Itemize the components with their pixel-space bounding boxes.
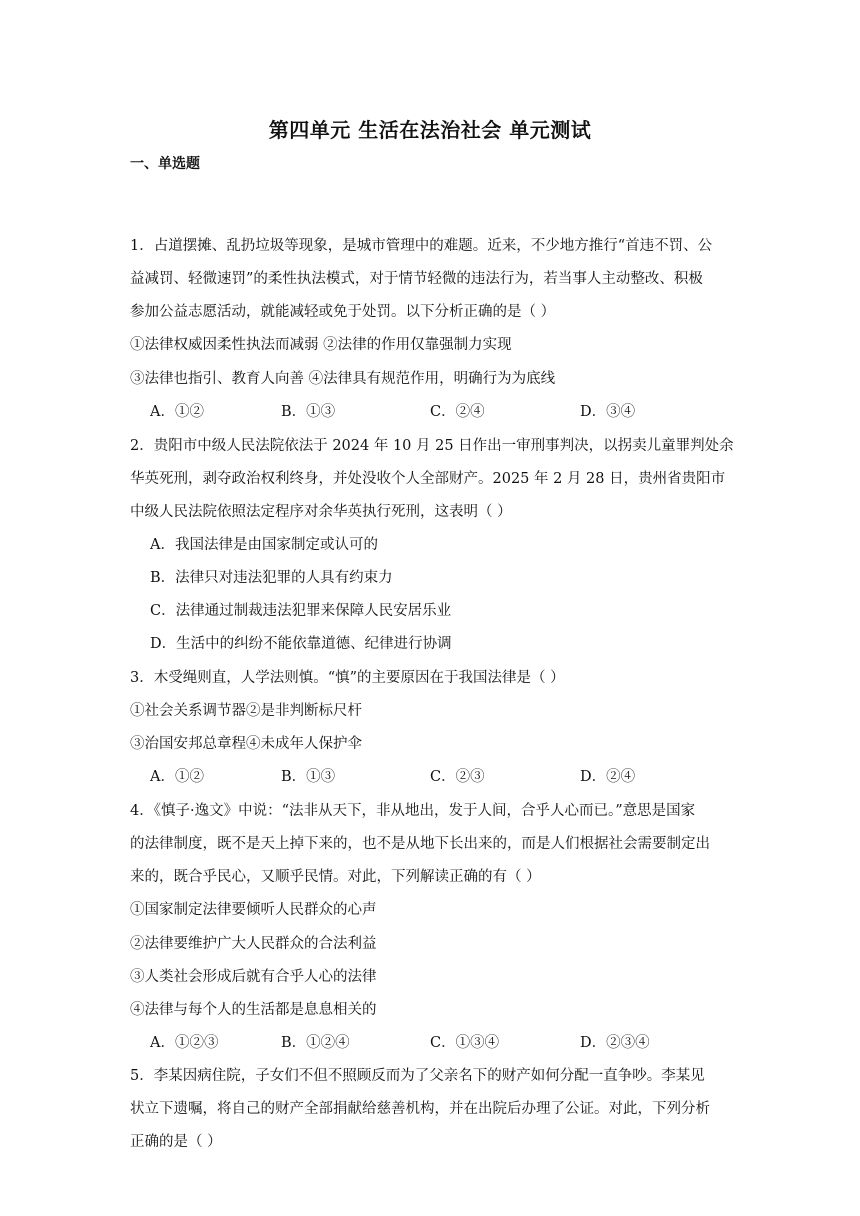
q1-line: 参加公益志愿活动，就能减轻或免于处罚。以下分析正确的是（ ） (130, 304, 556, 320)
q2-option-b[interactable]: B．法律只对违法犯罪的人具有约束力 (150, 570, 393, 586)
q1-line: 1．占道摆摊、乱扔垃圾等现象，是城市管理中的难题。近来，不少地方推行“首违不罚、公 (130, 238, 713, 254)
q5-line: 5．李某因病住院，子女们不但不照顾反而为了父亲名下的财产如何分配一直争吵。李某见 (130, 1068, 705, 1084)
q1-option-a[interactable]: A．①② (150, 404, 204, 420)
q1-line: 益减罚、轻微速罚”的柔性执法模式，对于情节轻微的违法行为，若当事人主动整改、积极 (130, 271, 703, 287)
q2-option-a[interactable]: A．我国法律是由国家制定或认可的 (150, 537, 378, 553)
q4-option-c[interactable]: C．①③④ (430, 1035, 500, 1051)
q2-line: 中级人民法院依照法定程序对余华英执行死刑，这表明（ ） (130, 504, 512, 520)
q4-option-a[interactable]: A．①②③ (150, 1035, 219, 1051)
q1-option-b[interactable]: B．①③ (281, 404, 336, 420)
q1-statement: ③法律也指引、教育人向善 ④法律具有规范作用，明确行为为底线 (130, 371, 556, 387)
q1-option-c[interactable]: C．②④ (430, 404, 485, 420)
q3-statement: ①社会关系调节器②是非判断标尺杆 (130, 703, 362, 719)
q4-option-d[interactable]: D．②③④ (580, 1035, 650, 1051)
q3-option-a[interactable]: A．①② (150, 769, 204, 785)
q4-statement: ①国家制定法律要倾听人民群众的心声 (130, 902, 377, 918)
q5-line: 正确的是（ ） (130, 1134, 222, 1150)
page-title: 第四单元 生活在法治社会 单元测试 (268, 118, 592, 142)
q3-statement: ③治国安邦总章程④未成年人保护伞 (130, 736, 362, 752)
q2-option-d[interactable]: D．生活中的纠纷不能依靠道德、纪律进行协调 (150, 636, 452, 652)
q4-line: 的法律制度，既不是天上掉下来的，也不是从地下长出来的，而是人们根据社会需要制定出 (130, 836, 710, 852)
q2-line: 华英死刑，剥夺政治权利终身，并处没收个人全部财产。2025 年 2 月 28 日，贵州省贵阳市 (130, 471, 726, 487)
section-heading: 一、单选题 (130, 156, 200, 172)
q1-option-d[interactable]: D．③④ (580, 404, 636, 420)
q5-line: 状立下遗嘱，将自己的财产全部捐献给慈善机构，并在出院后办理了公证。对此，下列分析 (130, 1101, 710, 1117)
q3-line: 3．木受绳则直，人学法则慎。“慎”的主要原因在于我国法律是（ ） (130, 670, 565, 686)
q3-option-b[interactable]: B．①③ (281, 769, 336, 785)
q4-statement: ②法律要维护广大人民群众的合法利益 (130, 936, 377, 952)
q4-line: 4．《慎子·逸文》中说：“法非从天下，非从地出，发于人间，合乎人心而已。”意思是国家 (130, 803, 696, 819)
q4-statement: ③人类社会形成后就有合乎人心的法律 (130, 969, 377, 985)
q1-statement: ①法律权威因柔性执法而减弱 ②法律的作用仅靠强制力实现 (130, 337, 512, 353)
q2-line: 2．贵阳市中级人民法院依法于 2024 年 10 月 25 日作出一审刑事判决，以拐卖儿童罪判处余 (130, 438, 734, 454)
q3-option-d[interactable]: D．②④ (580, 769, 636, 785)
q4-line: 来的，既合乎民心，又顺乎民情。对此，下列解读正确的有（ ） (130, 869, 541, 885)
q3-option-c[interactable]: C．②③ (430, 769, 485, 785)
q4-statement: ④法律与每个人的生活都是息息相关的 (130, 1002, 377, 1018)
q4-option-b[interactable]: B．①②④ (281, 1035, 350, 1051)
q2-option-c[interactable]: C．法律通过制裁违法犯罪来保障人民安居乐业 (150, 603, 452, 619)
